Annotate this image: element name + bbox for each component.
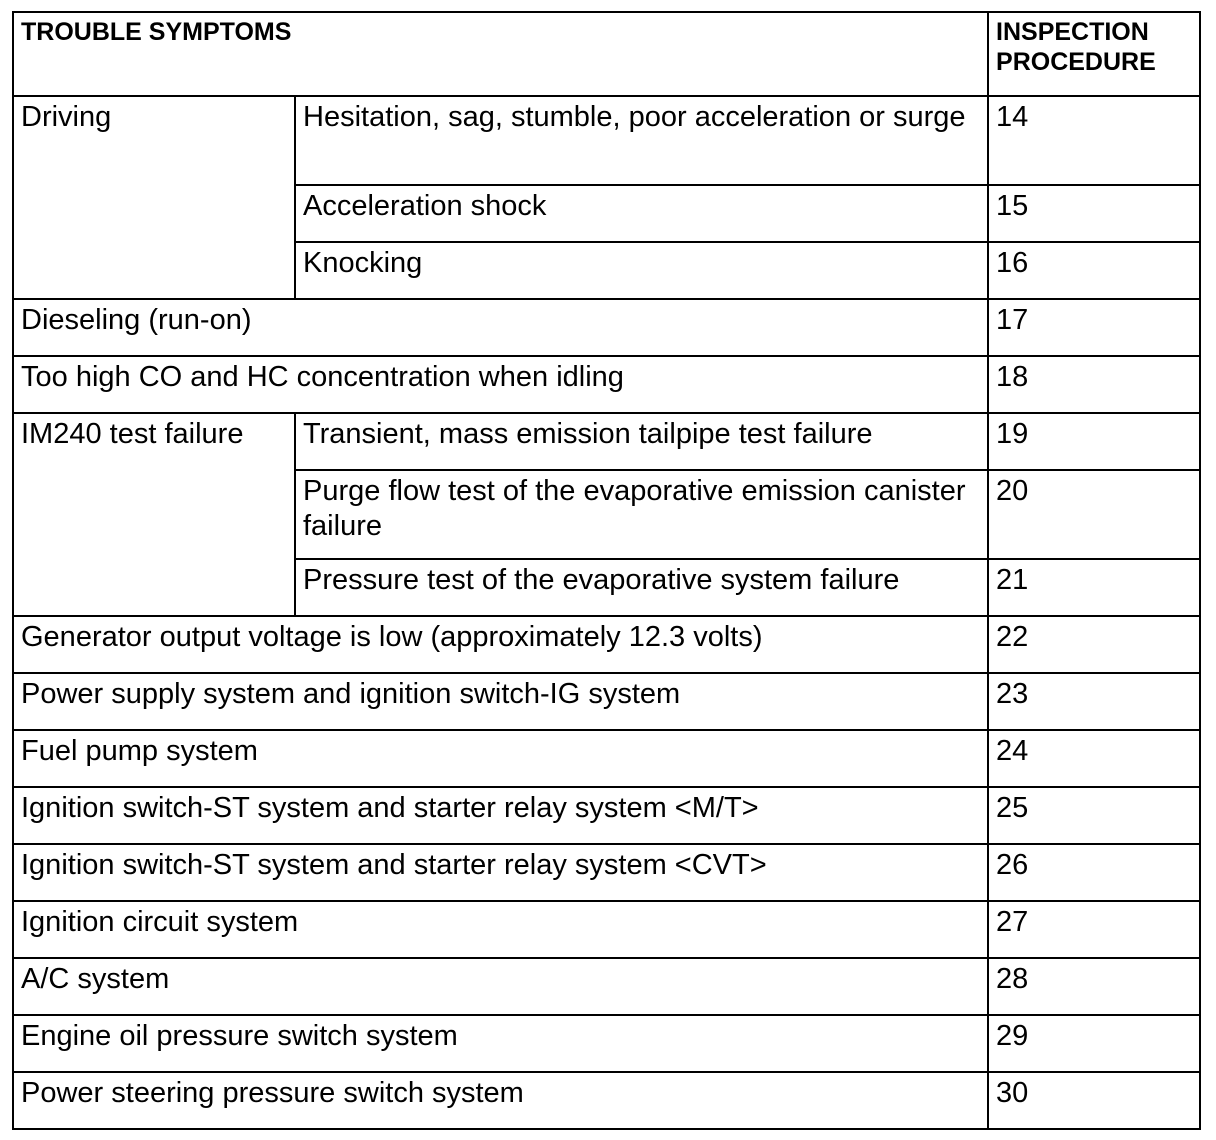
symptom-cell: Pressure test of the evaporative system failure (295, 559, 988, 616)
symptom-cell: Purge flow test of the evaporative emission canister failure (295, 470, 988, 559)
table-row (13, 787, 1200, 844)
symptom-cell: Dieseling (run-on) (13, 299, 988, 356)
symptom-cell: Engine oil pressure switch system (13, 1015, 988, 1072)
symptom-cell: Ignition switch-ST system and starter relay system <M/T> (13, 787, 988, 844)
symptom-cell: Acceleration shock (295, 185, 988, 242)
table-row (13, 730, 1200, 787)
procedure-cell: 16 (988, 242, 1200, 299)
procedure-cell: 28 (988, 958, 1200, 1015)
procedure-cell: 30 (988, 1072, 1200, 1129)
procedure-cell: 25 (988, 787, 1200, 844)
procedure-cell: 27 (988, 901, 1200, 958)
symptom-cell: Ignition circuit system (13, 901, 988, 958)
procedure-cell: 21 (988, 559, 1200, 616)
symptom-cell: Power steering pressure switch system (13, 1072, 988, 1129)
symptom-cell: A/C system (13, 958, 988, 1015)
table-row (13, 958, 1200, 1015)
symptom-cell: Transient, mass emission tailpipe test failure (295, 413, 988, 470)
procedure-cell: 26 (988, 844, 1200, 901)
procedure-cell: 14 (988, 96, 1200, 185)
table-row (13, 96, 1200, 185)
procedure-cell: 19 (988, 413, 1200, 470)
symptom-cell: Hesitation, sag, stumble, poor acceleration or surge (295, 96, 988, 185)
symptom-cell: Too high CO and HC concentration when idling (13, 356, 988, 413)
table-row (13, 1072, 1200, 1129)
symptom-cell: Fuel pump system (13, 730, 988, 787)
procedure-cell: 24 (988, 730, 1200, 787)
table-row (13, 901, 1200, 958)
category-cell: Driving (13, 96, 295, 299)
procedure-cell: 29 (988, 1015, 1200, 1072)
table-row (13, 616, 1200, 673)
table-row (13, 356, 1200, 413)
table-row (13, 673, 1200, 730)
table-row (13, 413, 1200, 470)
header-inspection-procedure: INSPECTION PROCEDURE (988, 12, 1200, 96)
symptom-cell: Ignition switch-ST system and starter relay system <CVT> (13, 844, 988, 901)
header-trouble-symptoms: TROUBLE SYMPTOMS (13, 12, 988, 96)
category-cell: IM240 test failure (13, 413, 295, 616)
procedure-cell: 15 (988, 185, 1200, 242)
symptom-cell: Knocking (295, 242, 988, 299)
procedure-cell: 20 (988, 470, 1200, 559)
table-header-row (13, 12, 1200, 96)
trouble-symptom-table (12, 11, 1201, 1130)
table-row (13, 844, 1200, 901)
procedure-cell: 17 (988, 299, 1200, 356)
procedure-cell: 18 (988, 356, 1200, 413)
symptom-cell: Power supply system and ignition switch-IG system (13, 673, 988, 730)
symptom-cell: Generator output voltage is low (approximately 12.3 volts) (13, 616, 988, 673)
procedure-cell: 23 (988, 673, 1200, 730)
table-row (13, 299, 1200, 356)
procedure-cell: 22 (988, 616, 1200, 673)
table-row (13, 1015, 1200, 1072)
